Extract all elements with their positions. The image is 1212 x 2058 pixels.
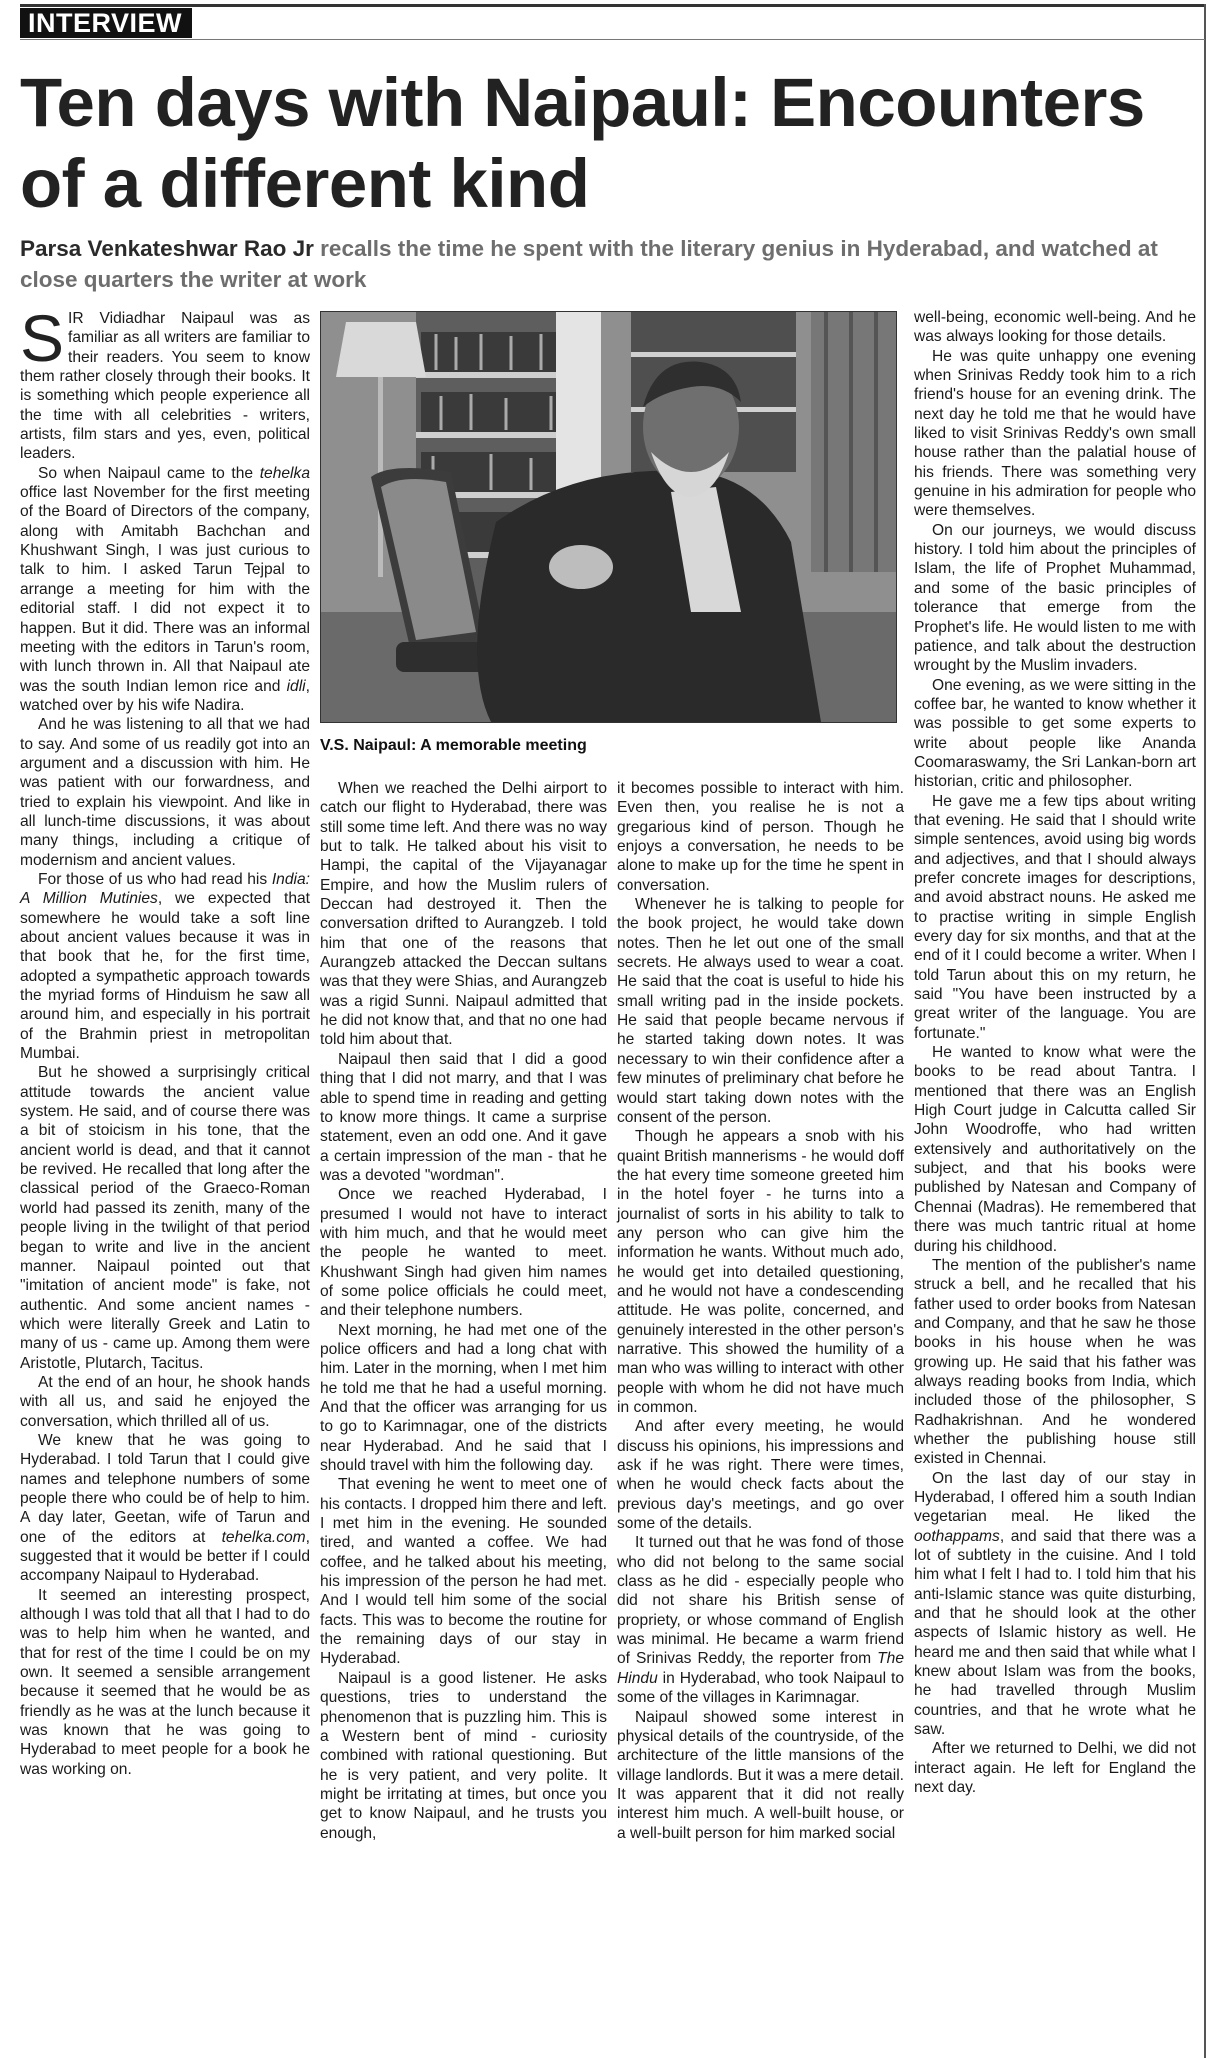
paragraph: And he was listening to all that we had to say. And some of us readily got into an argument and a discussion with him. He was patient with our forwardness, and tried to explain his viewpoint. And like in all lunch-time discussions, it was about many things, including a critique of modernism and ancient values. bbox=[20, 716, 310, 869]
paragraph bbox=[914, 1469, 1196, 1740]
article-column-3 bbox=[617, 779, 904, 1843]
top-rule bbox=[20, 4, 1205, 7]
paragraph bbox=[20, 464, 310, 715]
paragraph: The mention of the publisher's name struck a bell, and he recalled that his father used to order books from Natesan and Company, and that he saw he those books in his house when he was growing up. He said that his father was always reading books from India, which included those of the philosopher, S Radhakrishnan. And he wondered whether the publishing house still existed in Chennai. bbox=[914, 1256, 1196, 1468]
paragraph-text: For those of us who had read his bbox=[38, 870, 272, 888]
paragraph-text: , and said that there was a lot of subtlety in the cuisine. And I told him what I felt I had to. I told him that his anti-Islamic stance was quite disturbing, and that he should look at the other aspects of Islamic history as well. He heard me and then said that while what I knew about Islam was from the books, he had travelled through Muslim countries, and that he wrote what he saw. bbox=[914, 1527, 1196, 1739]
paragraph-text: in Hyderabad, who took Naipaul to some of the villages in Karimnagar. bbox=[617, 1669, 904, 1707]
right-edge-rule bbox=[1204, 4, 1206, 2058]
article-column-4 bbox=[914, 308, 1196, 1797]
paragraph: But he showed a surprisingly critical attitude towards the ancient value system. He said, and of course there was a bit of stoicism in his tone, that the ancient world is dead, and that it cannot be revived. He recalled that long after the classical period of the Graeco-Roman world had passed its zenith, many of the people living in the twilight of that period began to write and live in the ancient manner. Naipaul pointed out that "imitation of ancient mode" is fake, not authentic. And some ancient names - which were literally Greek and Latin to many of us - came up. Among them were Aristotle, Plutarch, Tacitus. bbox=[20, 1064, 310, 1372]
headline: Ten days with Naipaul: Encounters of a different kind bbox=[20, 64, 1145, 222]
paragraph: He was quite unhappy one evening when Srinivas Reddy took him to a rich friend's house for an evening drink. The next day he told me that he would have liked to visit Srinivas Reddy's own small house rather than the palatial house of his friends. There was something very genuine in his admiration for people who were themselves. bbox=[914, 347, 1196, 520]
paragraph: He gave me a few tips about writing that evening. He said that I should write simple sentences, avoid using big words and adjectives, and that I should always prefer concrete images for descriptions, and avoid abstract nouns. He asked me to practise writing in simple English every day for six months, and that at the end of it I could become a writer. When I told Tarun about this on my return, he said "You have been instructed by a great writer of the language. You are fortunate." bbox=[914, 792, 1196, 1042]
paragraph-text: , watched over by his wife Nadira. bbox=[20, 677, 310, 714]
paragraph: That evening he went to meet one of his contacts. I dropped him there and left. I met him in the evening. He sounded tired, and wanted a coffee. We had coffee, and he talked about his meeting, his impression of the person he had met. And I would tell him some of the social facts. This was to become the routine for the remaining days of our stay in Hyderabad. bbox=[320, 1476, 607, 1668]
paragraph-text: office last November for the first meeting of the Board of Directors of the company, along with Amitabh Bachchan and Khushwant Singh, I was just curious to talk to him. I asked Tarun Tejpal to arrange a meeting for him with the editorial staff. I did not expect it to happen. But it did. There was an informal meeting with the editors in Tarun's room, with lunch thrown in. All that Naipaul ate was the south Indian lemon rice and bbox=[20, 484, 310, 695]
paragraph: At the end of an hour, he shook hands with all us, and said he enjoyed the conversation, which thrilled all of us. bbox=[20, 1373, 310, 1430]
italic-text: tehelka.com bbox=[221, 1528, 306, 1546]
drop-cap: S bbox=[20, 301, 65, 375]
photo-illustration bbox=[321, 312, 896, 722]
paragraph: It seemed an interesting prospect, although I was told that all that I had to do was to help him when he wanted, and that for rest of the time I could be on my own. It seemed a sensible arrangement because it seemed that he would be as friendly as he was at the lunch because it was known that he was going to Hyderabad to meet people for a book he was working on. bbox=[20, 1586, 310, 1778]
italic-text: oothappams bbox=[914, 1527, 1000, 1545]
article-column-1 bbox=[20, 301, 311, 1779]
paragraph: it becomes possible to interact with him. Even then, you realise he is not a gregarious kind of person. Though he enjoys a conversation, he needs to be alone to make up for the time he spent in conversation. bbox=[617, 780, 904, 894]
paragraph bbox=[617, 1533, 904, 1707]
paragraph: Next morning, he had met one of the police officers and had a long chat with him. Later in the morning, when I met him he told me that he had a useful morning. And that the officer was arranging for us to go to Karimnagar, one of the districts near Hyderabad. And he said that I should travel with him the following day. bbox=[320, 1321, 607, 1475]
paragraph-text: We knew that he was going to Hyderabad. I told Tarun that I could give names and telephone numbers of some people there who could be of help to him. A day later, Geetan, wife of Tarun and one of the editors at bbox=[20, 1431, 310, 1546]
paragraph-text: , we expected that somewhere he would take a soft line about ancient values because it was in that book that he, for the first time, adopted a sympathetic approach towards the myriad forms of Hinduism he saw all around him, and especially in his portrait of the Brahmin priest in metropolitan Mumbai. bbox=[20, 890, 311, 1063]
section-rule bbox=[20, 39, 1205, 40]
section-tag: INTERVIEW bbox=[20, 8, 192, 38]
italic-text: The Hindu bbox=[617, 1650, 904, 1687]
deck bbox=[20, 233, 1200, 295]
paragraph: When we reached the Delhi airport to catch our flight to Hyderabad, there was still some time left. And there was no way but to talk. He talked about his visit to Hampi, the capital of the Vijayanagar Empire, and how the Muslim rulers of Deccan had destroyed it. Then the conversation drifted to Aurangzeb. I told him that one of the reasons that Aurangzeb attacked the Deccan sultans was that they were Shias, and Aurangzeb was a rigid Sunni. Naipaul admitted that he did not know that, and that no one had told him about that. bbox=[320, 780, 607, 1049]
paragraph: Once we reached Hyderabad, I presumed I would not have to interact with him much, and that he would meet the people he wanted to meet. Khushwant Singh had given him names of some police officials he could meet, and their telephone numbers. bbox=[320, 1186, 607, 1320]
paragraph: well-being, economic well-being. And he was always looking for those details. bbox=[914, 309, 1196, 346]
paragraph: Naipaul is a good listener. He asks questions, tries to understand the phenomenon that is puzzling him. This is a Western bent of mind - curiosity combined with rational questioning. But he is very patient, and very polite. It might be irritating at times, but once you get to know Naipaul, and he trusts you enough, bbox=[320, 1669, 607, 1842]
paragraph: And after every meeting, he would discuss his opinions, his impressions and ask if he was right. There were times, when he would check facts about the previous day's meetings, and go over some of the details. bbox=[617, 1418, 904, 1533]
paragraph: Naipaul showed some interest in physical details of the countryside, of the architecture of the little mansions of the village landlords. But it was a mere detail. It was apparent that it did not really interest him much. A well-built house, or a well-built person for him marked social bbox=[617, 1708, 904, 1842]
paragraph bbox=[20, 301, 310, 464]
paragraph: Whenever he is talking to people for the book project, he would take down notes. Then he let out one of the small secrets. He always used to wear a coat. He said that the coat is useful to hide his small writing pad in the inside pockets. He said that people became nervous if he started taking down notes. It was necessary to win their confidence after a few minutes of preliminary chat before he would start taking down notes with the consent of the person. bbox=[617, 896, 904, 1126]
italic-text: idli bbox=[286, 677, 306, 695]
paragraph-text: So when Naipaul came to the bbox=[38, 464, 260, 482]
paragraph-text: On the last day of our stay in Hyderabad, I offered him a south Indian vegetarian meal. He liked the bbox=[914, 1469, 1196, 1526]
paragraph-text: IR Vidiadhar Naipaul was as familiar as all writers are familiar to their readers. You seem to know them rather closely through their books. It is something which people experience all the time with all celebrities - writers, artists, film stars and yes, even, political leaders. bbox=[20, 310, 310, 463]
paragraph: On our journeys, we would discuss history. I told him about the principles of Islam, the life of Prophet Muhammad, and some of the basic principles of tolerance that emerge from the Prophet's life. He would listen to me with patience, and talk about the destruction wrought by the Muslim invaders. bbox=[914, 521, 1196, 675]
paragraph-text: It turned out that he was fond of those who did not belong to the same social class as he did - especially people who did not share his British sense of propriety, or whose command of English was minimal. He became a warm friend of Srinivas Reddy, the reporter from bbox=[617, 1534, 904, 1668]
paragraph bbox=[20, 1431, 310, 1586]
italic-text: tehelka bbox=[259, 464, 310, 482]
italic-text: India: A Million Mutinies bbox=[20, 870, 310, 908]
paragraph: One evening, as we were sitting in the coffee bar, he wanted to know whether it was possible to get some experts to write about people like Ananda Coomaraswamy, the Sri Lankan-born art historian, critic and philosopher. bbox=[914, 676, 1196, 791]
paragraph: After we returned to Delhi, we did not interact again. He left for England the next day. bbox=[914, 1740, 1196, 1797]
deck-text: recalls the time he spent with the literary genius in Hyderabad, and watched at close quarters the writer at work bbox=[20, 236, 1158, 292]
deck-author: Parsa Venkateshwar Rao Jr bbox=[20, 236, 314, 261]
paragraph: Naipaul then said that I did a good thing that I did not marry, and that I was able to spend time in reading and getting to know more things. It came a surprise statement, even an odd one. And it gave a certain impression of the man - that he was a devoted "wordman". bbox=[320, 1050, 607, 1184]
paragraph: He wanted to know what were the books to be read about Tantra. I mentioned that there was an English High Court judge in Calcutta called Sir John Woodroffe, who had written extensively and authoritatively on the subject, and that his books were published by Natesan and Company of Chennai (Madras). He remembered that there was much tantric ritual at home during his childhood. bbox=[914, 1044, 1196, 1255]
photo-caption: V.S. Naipaul: A memorable meeting bbox=[320, 737, 587, 754]
paragraph: Though he appears a snob with his quaint British mannerisms - he would doff the hat every time someone greeted him in the hotel foyer - he turns into a journalist of sorts in his ability to talk to any person who can give him the information he wants. Without much ado, he would get into detailed questioning, and he would not have a condescending attitude. He was polite, concerned, and genuinely interested in the other person's narrative. This showed the humility of a man who was willing to interact with other people with whom he did not have much in common. bbox=[617, 1128, 904, 1416]
paragraph bbox=[20, 870, 310, 1063]
paragraph-text: , suggested that it would be better if I could accompany Naipaul to Hyderabad. bbox=[20, 1528, 310, 1585]
naipaul-photo bbox=[320, 311, 897, 723]
article-column-2 bbox=[320, 779, 607, 1843]
